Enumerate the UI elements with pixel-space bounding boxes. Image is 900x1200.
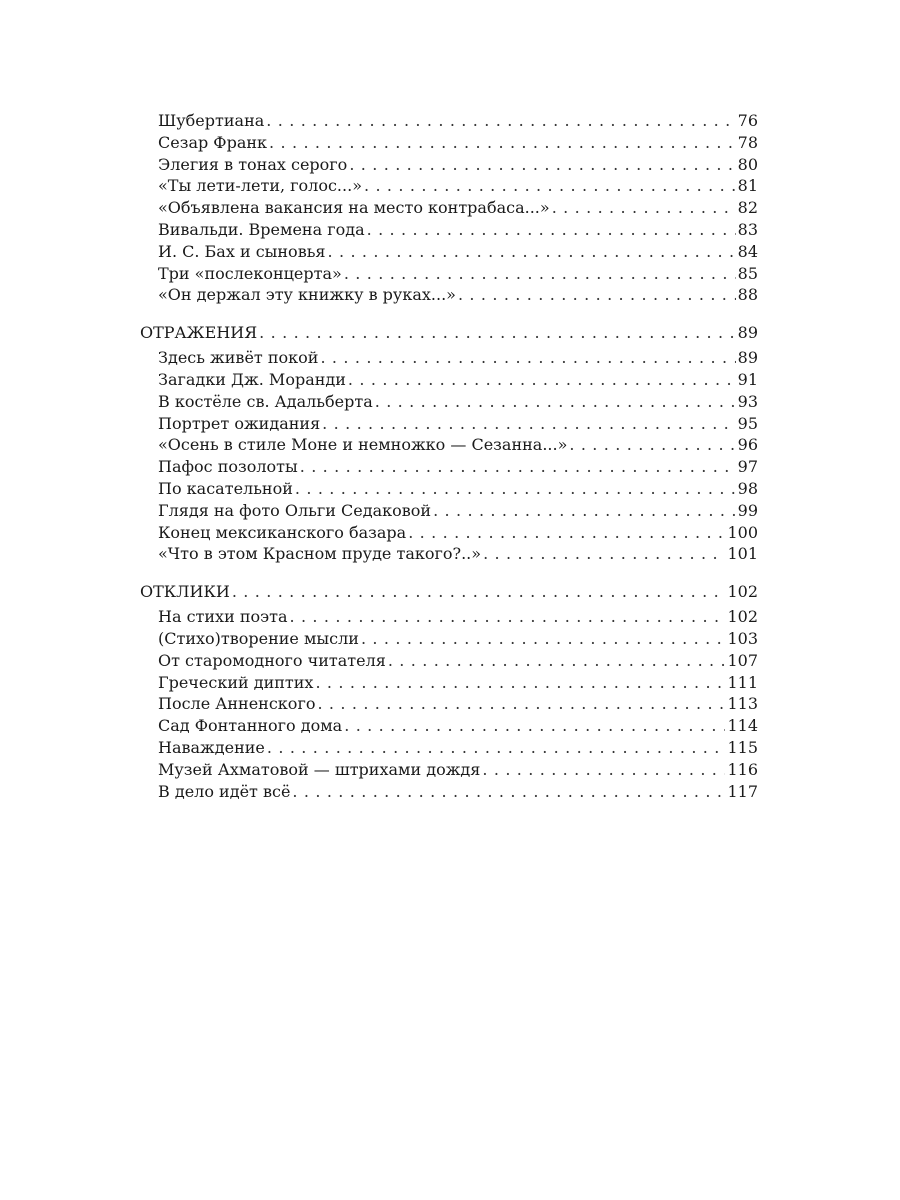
dot-leader	[458, 284, 736, 306]
toc-entry	[140, 715, 758, 737]
toc-entry	[140, 110, 758, 132]
toc-entry-page-number: 98	[737, 478, 758, 498]
toc-entry-title: (Стихо)творение мысли	[158, 628, 359, 648]
toc-entry	[140, 284, 758, 306]
toc-section	[140, 110, 758, 306]
toc-entry-title: На стихи поэта	[158, 607, 288, 627]
toc-entry-page-number: 82	[737, 198, 758, 218]
toc-entry-title: Элегия в тонах серого	[158, 154, 348, 174]
toc-entry	[140, 693, 758, 715]
toc-entry-title: Портрет ожидания	[158, 413, 321, 433]
toc-entry-page-number: 100	[727, 522, 758, 542]
toc-entry-title: В костёле св. Адальберта	[158, 391, 373, 411]
toc-entry-page-number: 114	[727, 716, 758, 736]
dot-leader	[348, 369, 736, 391]
dot-leader	[344, 263, 736, 285]
toc-section-heading-page-number: 102	[727, 582, 758, 602]
toc-entry	[140, 413, 758, 435]
toc-entry-title: Наваждение	[158, 737, 265, 757]
toc-entry-title: Шубертиана	[158, 111, 265, 130]
dot-leader	[367, 219, 736, 241]
toc-entry-page-number: 111	[727, 672, 758, 692]
toc-entry-title: Пафос позолоты	[158, 457, 298, 477]
toc-entry-title: «Он держал эту книжку в руках...»	[158, 285, 456, 305]
toc-entry	[140, 369, 758, 391]
table-of-contents	[140, 110, 758, 802]
toc-entry	[140, 347, 758, 369]
toc-entry-page-number: 81	[737, 176, 758, 196]
dot-leader	[259, 319, 735, 346]
toc-entry-page-number: 89	[737, 348, 758, 368]
toc-entry	[140, 500, 758, 522]
toc-section-heading	[140, 578, 758, 605]
toc-entry	[140, 219, 758, 241]
toc-entry-title: Сад Фонтанного дома	[158, 716, 343, 736]
toc-entry-page-number: 95	[737, 413, 758, 433]
toc-entry-title: В дело идёт всё	[158, 781, 291, 801]
toc-entry	[140, 672, 758, 694]
toc-section-heading	[140, 319, 758, 346]
toc-entry	[140, 759, 758, 781]
dot-leader	[569, 434, 735, 456]
toc-entry	[140, 175, 758, 197]
toc-entry-title: Здесь живёт покой	[158, 348, 319, 368]
toc-entry-title: Три «послеконцерта»	[158, 263, 342, 283]
toc-entry-title: «Осень в стиле Моне и немножко — Сезанна...»	[158, 435, 568, 455]
toc-entry	[140, 737, 758, 759]
dot-leader	[232, 578, 726, 605]
toc-entry-title: От старомодного читателя	[158, 650, 386, 670]
toc-entry-page-number: 99	[737, 500, 758, 520]
toc-entry-page-number: 80	[737, 154, 758, 174]
dot-leader	[269, 132, 736, 154]
dot-leader	[300, 456, 736, 478]
toc-entry	[140, 606, 758, 628]
toc-entry	[140, 434, 758, 456]
toc-entry	[140, 154, 758, 176]
toc-entry	[140, 391, 758, 413]
toc-entry-page-number: 88	[737, 285, 758, 305]
toc-entry-title: По касательной	[158, 478, 293, 498]
dot-leader	[322, 413, 735, 435]
toc-entry-page-number: 85	[737, 263, 758, 283]
toc-entry	[140, 543, 758, 565]
toc-entry	[140, 456, 758, 478]
toc-entry-page-number: 93	[737, 391, 758, 411]
dot-leader	[320, 347, 735, 369]
dot-leader	[388, 650, 726, 672]
toc-entry-page-number: 103	[727, 628, 758, 648]
toc-entry-title: «Объявлена вакансия на место контрабаса...»	[158, 198, 550, 218]
toc-section	[140, 578, 758, 802]
dot-leader	[315, 672, 725, 694]
toc-entry-title: Музей Ахматовой — штрихами дождя	[158, 759, 481, 779]
dot-leader	[266, 110, 735, 132]
dot-leader	[364, 175, 736, 197]
dot-leader	[349, 154, 735, 176]
toc-entry-page-number: 102	[727, 607, 758, 627]
toc-entry-page-number: 84	[737, 241, 758, 261]
toc-entry	[140, 263, 758, 285]
toc-entry	[140, 522, 758, 544]
dot-leader	[267, 737, 726, 759]
toc-entry-page-number: 116	[727, 759, 758, 779]
dot-leader	[483, 543, 725, 565]
dot-leader	[433, 500, 736, 522]
toc-entry-title: Загадки Дж. Моранди	[158, 369, 346, 389]
toc-entry	[140, 132, 758, 154]
toc-entry-page-number: 78	[737, 132, 758, 152]
dot-leader	[289, 606, 725, 628]
toc-section	[140, 319, 758, 565]
toc-entry-page-number: 83	[737, 219, 758, 239]
toc-entry-title: Вивальди. Времена года	[158, 219, 365, 239]
toc-entry-title: Конец мексиканского базара	[158, 522, 407, 542]
toc-entry-title: После Анненского	[158, 694, 316, 714]
toc-section-heading-title: ОТКЛИКИ	[140, 582, 230, 602]
toc-entry-title: «Ты лети-лети, голос...»	[158, 176, 362, 196]
toc-entry-page-number: 113	[727, 694, 758, 714]
dot-leader	[361, 628, 726, 650]
toc-entry	[140, 197, 758, 219]
dot-leader	[552, 197, 736, 219]
toc-entry-page-number: 76	[737, 111, 758, 130]
toc-entry-title: Сезар Франк	[158, 132, 268, 152]
dot-leader	[295, 478, 736, 500]
dot-leader	[292, 781, 725, 803]
dot-leader	[408, 522, 725, 544]
toc-entry-page-number: 115	[727, 737, 758, 757]
toc-entry-page-number: 96	[737, 435, 758, 455]
toc-entry-page-number: 117	[727, 781, 758, 801]
toc-section-heading-title: ОТРАЖЕНИЯ	[140, 323, 258, 343]
toc-entry	[140, 478, 758, 500]
toc-entry-title: И. С. Бах и сыновья	[158, 241, 326, 261]
toc-entry	[140, 628, 758, 650]
toc-entry-page-number: 91	[737, 369, 758, 389]
toc-entry	[140, 241, 758, 263]
toc-entry-page-number: 107	[727, 650, 758, 670]
dot-leader	[344, 715, 725, 737]
dot-leader	[328, 241, 736, 263]
toc-entry-title: Греческий диптих	[158, 672, 314, 692]
toc-section-heading-page-number: 89	[737, 323, 758, 343]
toc-entry	[140, 781, 758, 803]
toc-entry-title: «Что в этом Красном пруде такого?..»	[158, 544, 482, 564]
toc-entry-page-number: 97	[737, 457, 758, 477]
toc-entry-title: Глядя на фото Ольги Седаковой	[158, 500, 432, 520]
dot-leader	[375, 391, 736, 413]
toc-entry	[140, 650, 758, 672]
toc-entry-page-number: 101	[727, 544, 758, 564]
dot-leader	[482, 759, 725, 781]
dot-leader	[317, 693, 725, 715]
